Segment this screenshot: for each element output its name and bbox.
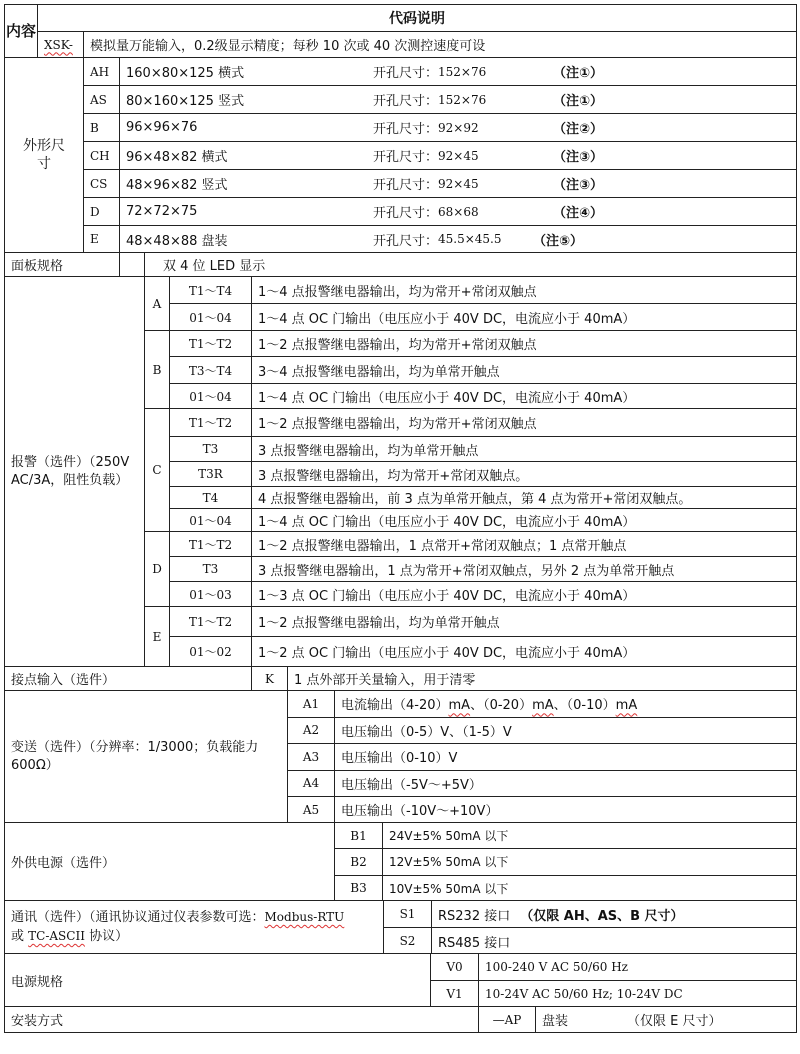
transmit-code: A5 — [287, 796, 335, 824]
comm-label-line2: 或 TC-ASCII 协议） — [11, 929, 129, 944]
dim-cutout: 92×45 — [438, 176, 479, 191]
dim-cutout-label: 开孔尺寸： — [373, 233, 439, 249]
model-desc: 模拟量万能输入，0.2级显示精度；每秒 10 次或 40 次测控速度可设 — [83, 31, 797, 58]
dim-size: 80×160×125 竖式 — [126, 94, 245, 109]
contact-input-code: K — [251, 666, 288, 691]
alarm-code: 01～04 — [169, 383, 252, 409]
dim-row — [119, 225, 797, 253]
dim-size: 160×80×125 横式 — [126, 66, 245, 81]
transmit-desc: 电压输出（0-5）V、（1-5）V — [334, 717, 797, 745]
dim-cutout-label: 开孔尺寸： — [373, 178, 439, 193]
code-desc-title: 代码说明 — [37, 4, 797, 32]
panel-spacer — [119, 252, 145, 277]
dim-row — [119, 113, 797, 142]
dim-note: （注⑤） — [533, 233, 584, 249]
ext-power-code: B3 — [334, 875, 383, 902]
alarm-code: T3～T4 — [169, 356, 252, 384]
comm-code: S2 — [383, 927, 432, 955]
dim-code: AS — [83, 85, 120, 114]
comm-label — [4, 900, 384, 954]
dim-note: （注③） — [553, 178, 604, 193]
alarm-code: 01～03 — [169, 581, 252, 607]
dim-cutout: 92×92 — [438, 120, 479, 135]
ext-power-label: 外供电源（选件） — [4, 822, 335, 901]
dim-code: CH — [83, 141, 120, 170]
transmit-desc-text: 电流输出（4-20）mA、（0-20）mA、（0-10）mA — [341, 698, 638, 714]
alarm-desc: 3 点报警继电器输出，均为常开+常闭双触点。 — [251, 461, 797, 487]
alarm-code: 01～04 — [169, 508, 252, 532]
dim-cutout: 152×76 — [438, 92, 487, 107]
transmit-desc: 电压输出（-5V～+5V） — [334, 770, 797, 798]
alarm-code: T1～T2 — [169, 330, 252, 357]
dim-note: （注③） — [553, 150, 604, 165]
dim-row — [119, 85, 797, 114]
dim-cutout: 45.5×45.5 — [438, 232, 502, 246]
dim-note: （注①） — [553, 66, 604, 81]
transmit-code: A2 — [287, 717, 335, 745]
alarm-code: T3R — [169, 461, 252, 487]
dim-note: （注④） — [553, 206, 604, 221]
alarm-desc: 1～3 点 OC 门输出（电压应小于 40V DC，电流应小于 40mA） — [251, 581, 797, 607]
alarm-code: T1～T2 — [169, 606, 252, 637]
power-desc: 100-240 V AC 50/60 Hz — [478, 953, 797, 981]
dim-code: E — [83, 225, 120, 253]
alarm-desc: 1～2 点报警继电器输出，均为常开+常闭双触点 — [251, 330, 797, 357]
alarm-desc: 1～4 点报警继电器输出，均为常开+常闭双触点 — [251, 276, 797, 304]
ext-power-desc: 12V±5% 50mA 以下 — [382, 848, 797, 875]
dim-row — [119, 197, 797, 226]
dim-cutout-label: 开孔尺寸： — [373, 66, 439, 81]
alarm-desc: 3～4 点报警继电器输出，均为单常开触点 — [251, 356, 797, 384]
dim-cutout-label: 开孔尺寸： — [373, 206, 439, 221]
comm-desc — [431, 900, 797, 928]
alarm-desc: 1～2 点报警继电器输出，均为常开+常闭双触点 — [251, 408, 797, 437]
comm-code: S1 — [383, 900, 432, 928]
alarm-code: T1～T2 — [169, 408, 252, 437]
power-code: V1 — [430, 980, 479, 1008]
transmit-desc: 电压输出（0-10）V — [334, 743, 797, 771]
alarm-desc: 3 点报警继电器输出，均为单常开触点 — [251, 436, 797, 462]
dim-size: 72×72×75 — [126, 204, 198, 219]
comm-extra: （仅限 AH、AS、B 尺寸） — [520, 908, 684, 924]
dim-cutout-label: 开孔尺寸： — [373, 94, 439, 109]
transmit-label: 变送（选件）（分辨率：1/3000；负载能力 600Ω） — [4, 690, 288, 823]
alarm-group-b: B — [144, 330, 170, 409]
mounting-note: （仅限 E 尺寸） — [627, 1014, 722, 1029]
ext-power-desc: 10V±5% 50mA 以下 — [382, 875, 797, 902]
dim-cutout: 68×68 — [438, 204, 479, 219]
panel-value: 双 4 位 LED 显示 — [144, 252, 797, 277]
dim-cutout: 152×76 — [438, 64, 487, 79]
transmit-desc — [334, 690, 797, 718]
comm-desc-text: RS485 接口 — [438, 935, 511, 951]
alarm-desc: 1～2 点报警继电器输出，均为单常开触点 — [251, 606, 797, 637]
alarm-desc: 1～4 点 OC 门输出（电压应小于 40V DC，电流应小于 40mA） — [251, 508, 797, 532]
alarm-code: T3 — [169, 556, 252, 582]
alarm-code: T3 — [169, 436, 252, 462]
power-code: V0 — [430, 953, 479, 981]
transmit-code: A3 — [287, 743, 335, 771]
contact-input-label: 接点输入（选件） — [4, 666, 252, 691]
transmit-code: A4 — [287, 770, 335, 798]
dim-row — [119, 141, 797, 170]
mounting-label: 安装方式 — [4, 1006, 479, 1033]
alarm-desc: 1～2 点报警继电器输出，1 点常开+常闭双触点；1 点常开触点 — [251, 531, 797, 557]
mounting-desc — [535, 1006, 797, 1033]
alarm-desc: 1～2 点 OC 门输出（电压应小于 40V DC，电流应小于 40mA） — [251, 636, 797, 667]
ext-power-code: B2 — [334, 848, 383, 875]
model-prefix-text: XSK- — [44, 37, 73, 52]
transmit-desc: 电压输出（-10V～+10V） — [334, 796, 797, 824]
alarm-label: 报警（选件）（250V AC/3A，阻性负载） — [4, 276, 145, 667]
alarm-group-a: A — [144, 276, 170, 331]
alarm-code: T4 — [169, 486, 252, 509]
ext-power-code: B1 — [334, 822, 383, 849]
transmit-code: A1 — [287, 690, 335, 718]
dim-row — [119, 169, 797, 198]
mounting-desc-text: 盘装 — [542, 1014, 569, 1029]
alarm-code: T1～T4 — [169, 276, 252, 304]
alarm-desc: 4 点报警继电器输出，前 3 点为单常开触点，第 4 点为常开+常闭双触点。 — [251, 486, 797, 509]
dim-code: CS — [83, 169, 120, 198]
dim-row — [119, 57, 797, 86]
alarm-code: T1～T2 — [169, 531, 252, 557]
model-prefix — [37, 31, 84, 58]
dim-cutout-label: 开孔尺寸： — [373, 122, 439, 137]
comm-desc — [431, 927, 797, 955]
panel-label: 面板规格 — [4, 252, 120, 277]
power-label: 电源规格 — [4, 953, 431, 1007]
comm-label-line1: 通讯（选件）（通讯协议通过仪表参数可选：Modbus-RTU — [11, 910, 345, 925]
alarm-group-e: E — [144, 606, 170, 667]
dim-size: 48×96×82 竖式 — [126, 178, 228, 193]
dim-size: 48×48×88 盘装 — [126, 233, 228, 249]
alarm-group-d: D — [144, 531, 170, 607]
mounting-code: —AP — [478, 1006, 536, 1033]
dim-size: 96×48×82 横式 — [126, 150, 228, 165]
dimensions-label: 外形尺寸 — [4, 57, 84, 253]
dim-note: （注①） — [553, 94, 604, 109]
alarm-group-c: C — [144, 408, 170, 532]
alarm-code: 01～04 — [169, 303, 252, 331]
power-desc: 10-24V AC 50/60 Hz; 10-24V DC — [478, 980, 797, 1008]
contact-input-desc: 1 点外部开关量输入，用于清零 — [287, 666, 797, 691]
comm-desc-text: RS232 接口 — [438, 908, 511, 924]
content-label: 内容 — [4, 4, 38, 58]
dim-code: B — [83, 113, 120, 142]
ext-power-desc: 24V±5% 50mA 以下 — [382, 822, 797, 849]
dim-code: D — [83, 197, 120, 226]
dim-cutout-label: 开孔尺寸： — [373, 150, 439, 165]
alarm-desc: 1～4 点 OC 门输出（电压应小于 40V DC，电流应小于 40mA） — [251, 303, 797, 331]
dim-size: 96×96×76 — [126, 120, 198, 135]
dim-note: （注②） — [553, 122, 604, 137]
dim-cutout: 92×45 — [438, 148, 479, 163]
alarm-code: 01～02 — [169, 636, 252, 667]
dim-code: AH — [83, 57, 120, 86]
alarm-desc: 3 点报警继电器输出，1 点为常开+常闭双触点，另外 2 点为单常开触点 — [251, 556, 797, 582]
alarm-desc: 1～4 点 OC 门输出（电压应小于 40V DC，电流应小于 40mA） — [251, 383, 797, 409]
